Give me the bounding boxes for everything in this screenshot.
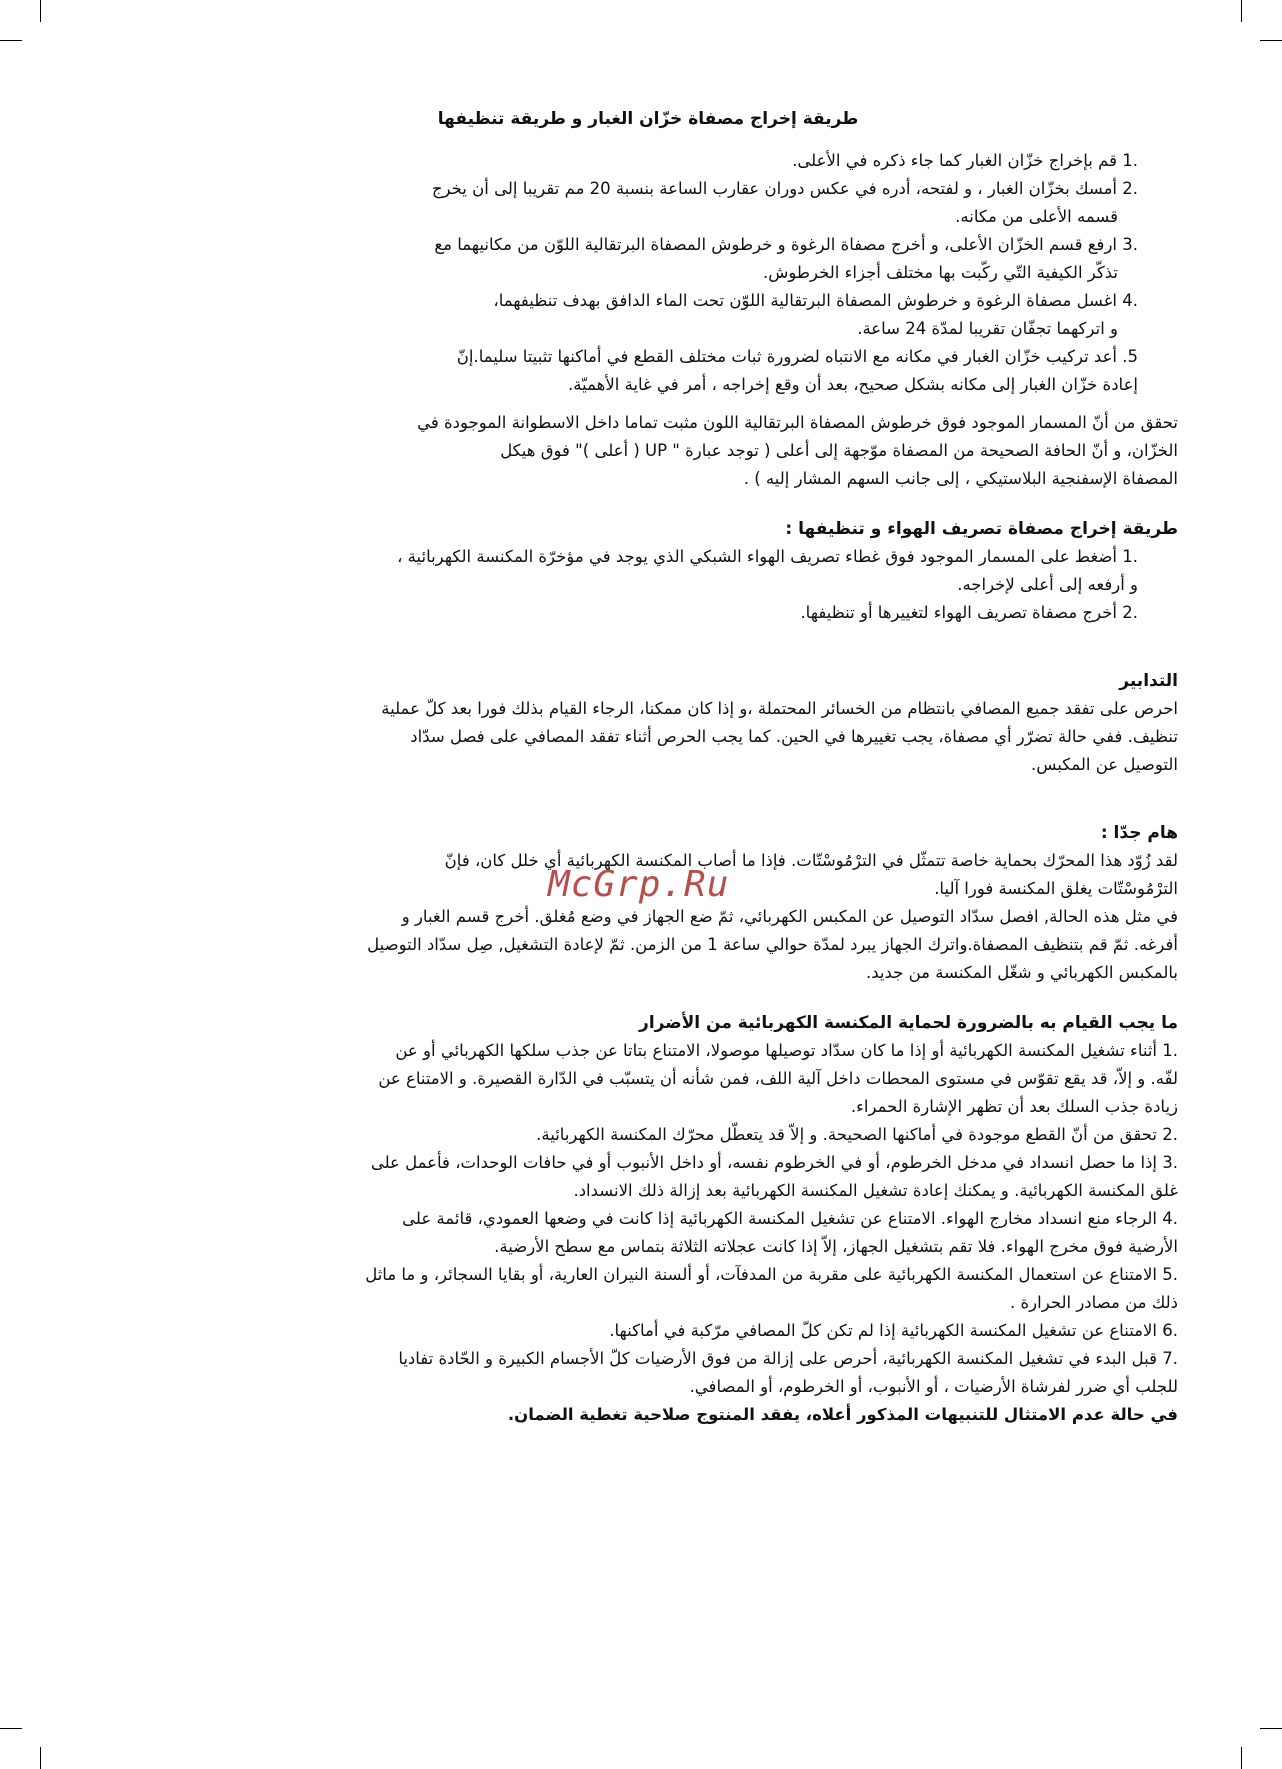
list-item: قسمه الأعلى من مكانه. bbox=[955, 207, 1118, 226]
section-title-exhaust-filter: طريقة إخراج مصفاة تصريف الهواء و تنظيفها : bbox=[785, 519, 1178, 539]
paragraph-line: للجلب أي ضرر لفرشاة الأرضيات ، أو الأنبوب، أو الخرطوم، أو المصافي. bbox=[689, 1377, 1178, 1396]
crop-mark bbox=[1260, 40, 1282, 41]
list-item: .1 قم بإخراج خزّان الغبار كما جاء ذكره في الأعلى. bbox=[792, 151, 1138, 170]
paragraph-line: لفّه. و إلاّ، قد يقع تقوّس في مستوى المحطات داخل آلية اللف، فمن شأنه أن يتسبّب في الدّارة القصيرة. و الامتناع عن bbox=[378, 1069, 1178, 1088]
crop-mark bbox=[1260, 1728, 1282, 1729]
paragraph-line: لقد زُوّد هذا المحرّك بحماية خاصة تتمثّل في الترْمُوسْتّات. فإذا ما أصاب المكنسة الكهربائية أي خلل كان، فإنّ bbox=[444, 851, 1178, 870]
crop-mark bbox=[1241, 0, 1242, 22]
list-item: و أرفعه إلى أعلى لإخراجه. bbox=[957, 575, 1138, 594]
crop-mark bbox=[40, 1747, 41, 1769]
crop-mark bbox=[0, 40, 22, 41]
note-line: الخزّان، و أنّ الحافة الصحيحة من المصفاة موّجهة إلى أعلى ( توجد عبارة " UP ( أعلى )" فوق هيكل bbox=[500, 441, 1178, 460]
list-item: .2 أخرج مصفاة تصريف الهواء لتغييرها أو تنظيفها. bbox=[800, 603, 1138, 622]
note-line: المصفاة الإسفنجية البلاستيكي ، إلى جانب السهم المشار إليه ) . bbox=[743, 469, 1178, 488]
list-item: تذكّر الكيفية التّي ركّبت بها مختلف أجزاء الخرطوش. bbox=[762, 263, 1118, 282]
crop-mark bbox=[1241, 1747, 1242, 1769]
paragraph-line: .3 إذا ما حصل انسداد في مدخل الخرطوم، أو في الخرطوم نفسه، أو داخل الأنبوب أو في حافات الوحدات، فأعمل على bbox=[370, 1153, 1178, 1172]
warranty-warning: في حالة عدم الامتثال للتنبيهات المذكور أعلاه، يفقد المنتوج صلاحية تغطية الضمان. bbox=[507, 1405, 1178, 1424]
section-title-protection: ما يجب القيام به بالضرورة لحماية المكنسة الكهربائية من الأضرار bbox=[639, 1013, 1178, 1033]
list-item: 5. أعد تركيب خزّان الغبار في مكانه مع الانتباه لضرورة ثبات مختلف القطع في أماكنها تثبيتا سليما.إنّ bbox=[456, 347, 1138, 366]
paragraph-line: .4 الرجاء منع انسداد مخارج الهواء. الامتناع عن تشغيل المكنسة الكهربائية إذا كانت في وضعها العمودي، قائمة على bbox=[402, 1209, 1178, 1228]
paragraph-line: التوصيل عن المكبس. bbox=[1030, 755, 1178, 774]
paragraph-line: بالمكبس الكهربائي و شغّل المكنسة من جديد. bbox=[866, 963, 1178, 982]
paragraph-line: .7 قبل البدء في تشغيل المكنسة الكهربائية، أحرص على إزالة من فوق الأرضيات كلّ الأجسام الكبيرة و الحّادة تفاديا bbox=[398, 1349, 1178, 1368]
note-line: تحقق من أنّ المسمار الموجود فوق خرطوش المصفاة البرتقالية اللون مثبت تماما داخل الاسطوانة الموجودة في bbox=[417, 413, 1178, 432]
paragraph-line: غلق المكنسة الكهربائية. و يمكنك إعادة تشغيل المكنسة الكهربائية بعد إزالة ذلك الانسداد. bbox=[573, 1181, 1178, 1200]
paragraph-line: ذلك من مصادر الحرارة . bbox=[1010, 1293, 1178, 1312]
paragraph-line: .2 تحقق من أنّ القطع موجودة في أماكنها الصحيحة. و إلاّ قد يتعطّل محرّك المكنسة الكهربائية. bbox=[536, 1125, 1178, 1144]
watermark-text: McGrp.Ru bbox=[548, 864, 730, 905]
paragraph-line: الترْمُوسْتّات يغلق المكنسة فورا آليا. bbox=[934, 879, 1178, 898]
paragraph-line: .1 أثناء تشغيل المكنسة الكهربائية أو إذا ما كان سدّاد توصيلها موصولا، الامتناع بتاتا عن جذب سلكها الكهربائي أو عن bbox=[395, 1041, 1178, 1060]
document-page bbox=[118, 105, 1178, 1429]
paragraph-line: .6 الامتناع عن تشغيل المكنسة الكهربائية إذا لم تكن كلّ المصافي مرّكبة في أماكنها. bbox=[609, 1321, 1178, 1340]
paragraph-line: زيادة جذب السلك بعد أن تظهر الإشارة الحمراء. bbox=[850, 1097, 1178, 1116]
section-title-dust-filter: طريقة إخراج مصفاة خزّان الغبار و طريقة تنظيفها bbox=[437, 109, 859, 129]
list-item: إعادة خزّان الغبار إلى مكانه بشكل صحيح، بعد أن وقع إخراجه ، أمر في غاية الأهميّة. bbox=[568, 375, 1138, 394]
section-title-important: هام جدّا : bbox=[1100, 823, 1178, 843]
list-item: .3 ارفع قسم الخزّان الأعلى، و أخرج مصفاة الرغوة و خرطوش المصفاة البرتقالية اللوّن من مكانيهما مع bbox=[434, 235, 1138, 254]
list-item: .2 أمسك بخزّان الغبار ، و لفتحه، أدره في عكس دوران عقارب الساعة بنسبة 20 مم تقريبا إلى أن يخرج bbox=[431, 179, 1138, 198]
paragraph-line: تنظيف. ففي حالة تضرّر أي مصفاة، يجب تغييرها في الحين. كما يجب الحرص أثناء تفقد المصافي على فصل سدّاد bbox=[410, 727, 1178, 746]
paragraph-line: الأرضية فوق مخرج الهواء. فلا تقم بتشغيل الجهاز، إلاّ إذا كانت عجلاته الثلاثة بتماس مع سطح الأرضية. bbox=[494, 1237, 1178, 1256]
paragraph-line: .5 الامتناع عن استعمال المكنسة الكهربائية على مقربة من المدفآت، أو ألسنة النيران العارية، أو بقايا السجائر، و ما ماثل bbox=[365, 1265, 1178, 1284]
crop-mark bbox=[40, 0, 41, 22]
list-item: .4 اغسل مصفاة الرغوة و خرطوش المصفاة البرتقالية اللوّن تحت الماء الدافق بهدف تنظيفهما، bbox=[493, 291, 1138, 310]
paragraph-line: في مثل هذه الحالة, افصل سدّاد التوصيل عن المكبس الكهربائي، ثمّ ضع الجهاز في وضع مُغلق. أخرج قسم الغبار و bbox=[401, 907, 1178, 926]
section-title-measures: التدابير bbox=[1119, 671, 1178, 691]
paragraph-line: أفرغه. ثمّ قم بتنظيف المصفاة.واترك الجهاز يبرد لمدّة حوالي ساعة 1 من الزمن. ثمّ لإعادة التشغيل, صِل سدّاد التوصيل bbox=[367, 935, 1178, 954]
list-item: .1 أضغط على المسمار الموجود فوق غطاء تصريف الهواء الشبكي الذي يوجد في مؤخرّة المكنسة الكهربائية ، bbox=[397, 547, 1138, 566]
crop-mark bbox=[0, 1728, 22, 1729]
paragraph-line: احرص على تفقد جميع المصافي بانتظام من الخسائر المحتملة ،و إذا كان ممكنا، الرجاء القيام بذلك فورا بعد كلّ عملية bbox=[381, 699, 1178, 718]
list-item: و اتركهما تجفّان تقريبا لمدّة 24 ساعة. bbox=[857, 319, 1118, 338]
